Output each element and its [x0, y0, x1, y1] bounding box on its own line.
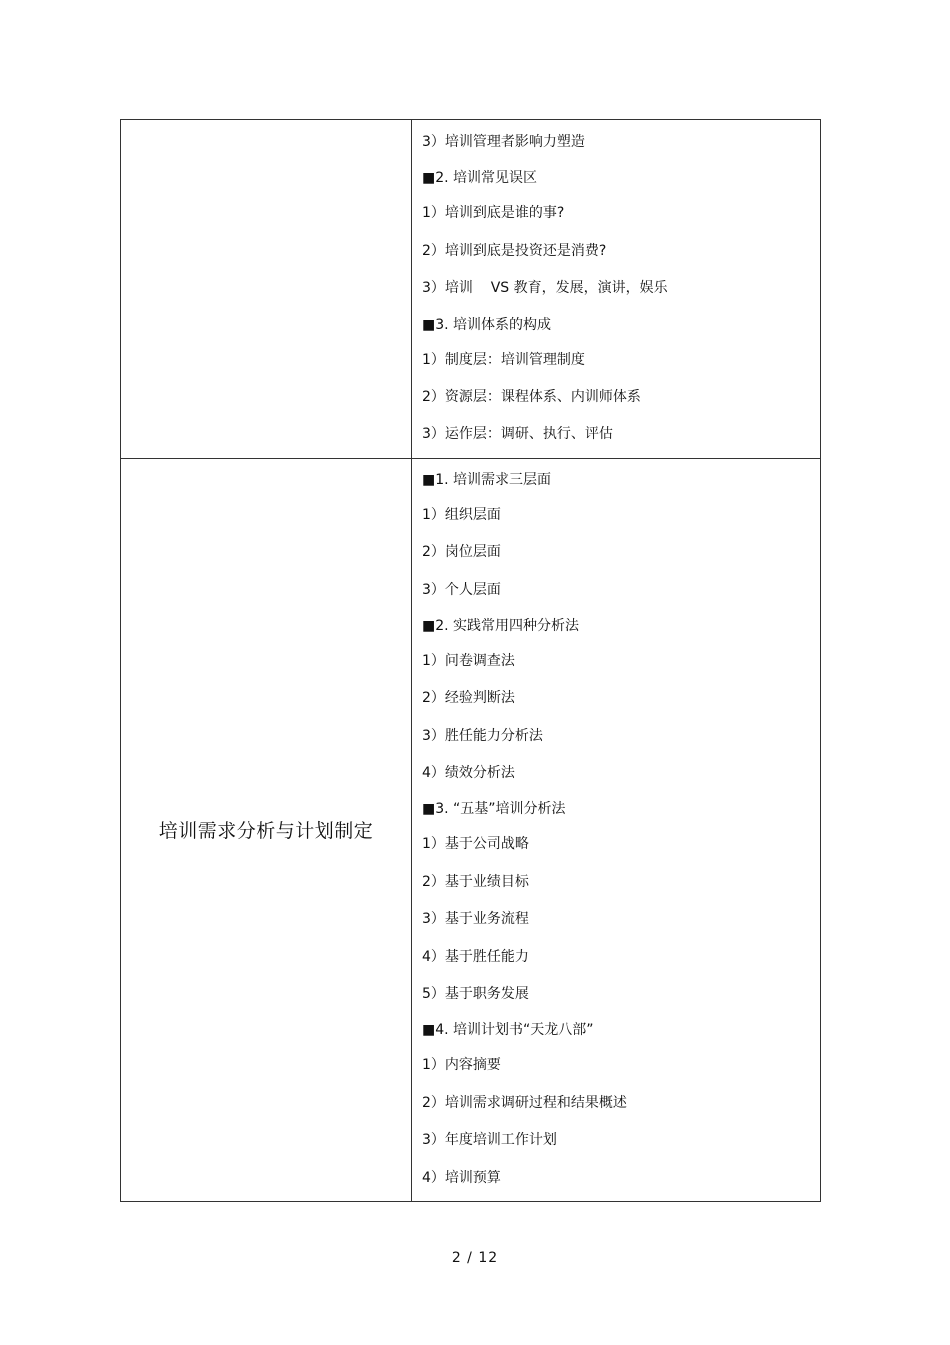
section-heading: ■3. 培训体系的构成	[422, 316, 552, 333]
list-item: 1）制度层：培训管理制度	[422, 351, 585, 368]
list-item: 5）基于职务发展	[422, 986, 529, 1003]
list-item: 4）绩效分析法	[422, 765, 515, 782]
list-item: 2）基于业绩目标	[422, 873, 529, 890]
item-list	[412, 459, 820, 1201]
section-heading: ■4. 培训计划书“天龙八部”	[422, 1022, 594, 1039]
section-heading: ■2. 培训常见误区	[422, 170, 538, 187]
section-title-cell	[121, 458, 412, 1201]
list-item: 1）问卷调查法	[422, 652, 515, 669]
list-item: 2）培训到底是投资还是消费?	[422, 242, 607, 259]
section-heading: ■3. “五基”培训分析法	[422, 801, 566, 818]
list-item: 3）运作层：调研、执行、评估	[422, 426, 613, 443]
list-item: 4）基于胜任能力	[422, 948, 529, 965]
items-cell	[412, 458, 821, 1201]
page-number: 2 / 12	[451, 1250, 499, 1266]
list-item: 2）培训需求调研过程和结果概述	[422, 1094, 627, 1111]
list-item: 2）资源层：课程体系、内训师体系	[422, 388, 641, 405]
section-heading: ■1. 培训需求三层面	[422, 471, 552, 488]
list-item: 1）内容摘要	[422, 1057, 501, 1074]
list-item: 4）培训预算	[422, 1169, 501, 1186]
list-item: 1）组织层面	[422, 506, 501, 523]
list-item: 2）经验判断法	[422, 690, 515, 707]
list-item: 1）培训到底是谁的事?	[422, 205, 565, 222]
items-cell	[412, 120, 821, 459]
list-item: 3）胜任能力分析法	[422, 727, 543, 744]
list-item: 3）年度培训工作计划	[422, 1132, 557, 1149]
list-item: 3）基于业务流程	[422, 911, 529, 928]
list-item: 3）个人层面	[422, 581, 501, 598]
outline-table	[120, 119, 821, 1202]
item-list	[412, 120, 820, 458]
section-title-cell	[121, 120, 412, 459]
list-item: 1）基于公司战略	[422, 836, 529, 853]
list-item: 2）岗位层面	[422, 544, 501, 561]
table-row	[121, 120, 821, 459]
section-title: 培训需求分析与计划制定	[158, 820, 374, 843]
table-row	[121, 458, 821, 1201]
section-heading: ■2. 实践常用四种分析法	[422, 617, 580, 634]
list-item: 3）培训 VS 教育，发展，演讲，娱乐	[422, 280, 668, 297]
list-item: 3）培训管理者影响力塑造	[422, 134, 585, 150]
